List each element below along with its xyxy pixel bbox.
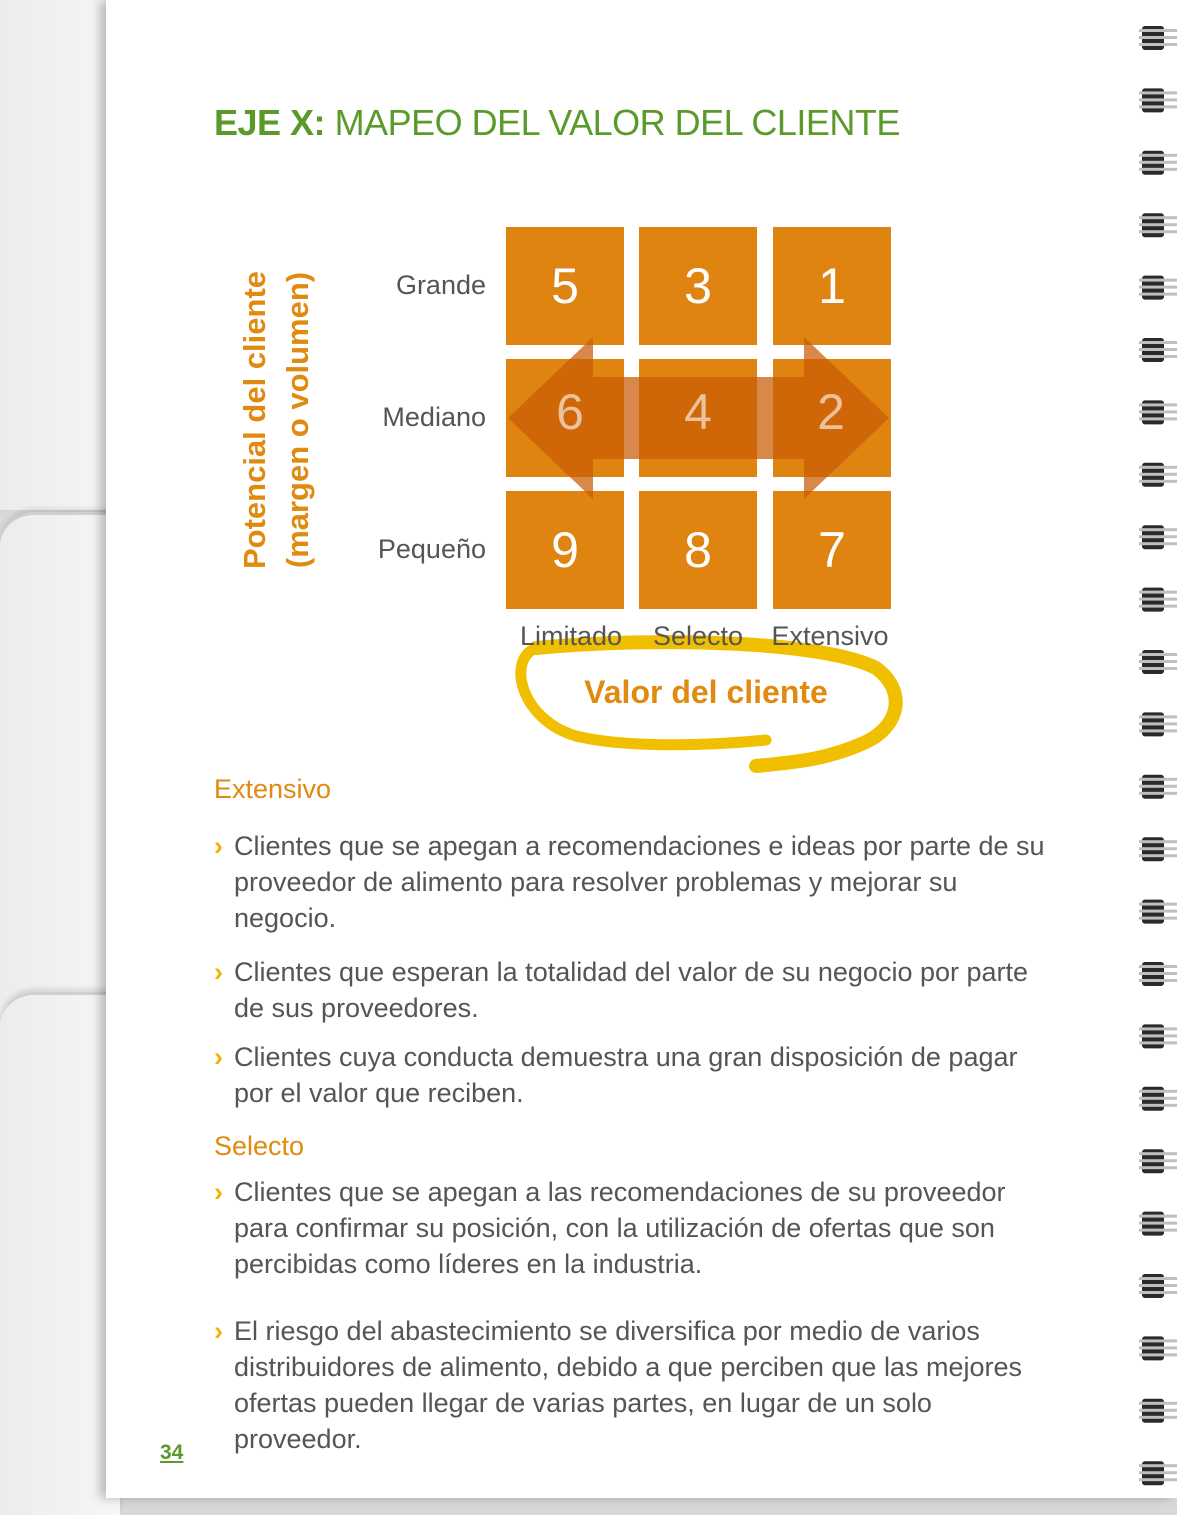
binding-ring-icon — [1139, 400, 1177, 424]
bullet-item — [214, 1039, 1054, 1111]
index-tab-middle — [0, 512, 120, 1035]
binding-ring-icon — [1139, 525, 1177, 549]
binding-ring-icon — [1139, 1461, 1177, 1485]
binding-ring-icon — [1139, 338, 1177, 362]
binding-ring-icon — [1139, 588, 1177, 612]
x-axis-label: Valor del cliente — [584, 674, 828, 710]
binding-ring-icon — [1139, 88, 1177, 112]
matrix-cell-9: 9 — [506, 491, 624, 609]
bullet-item — [214, 954, 1054, 1026]
matrix-cell-2-label: 2 — [817, 384, 845, 440]
matrix-cell-4-label: 4 — [684, 384, 712, 440]
binding-ring-icon — [1139, 1336, 1177, 1360]
matrix-cell-7: 7 — [773, 491, 891, 609]
bullet-item — [214, 828, 1054, 936]
bullet-chevron-icon: › — [214, 1316, 223, 1346]
bullet-item — [214, 1174, 1054, 1282]
y-axis-label-line1: Potencial del cliente — [237, 270, 272, 570]
section-heading-selecto: Selecto — [214, 1131, 305, 1161]
bullet-text: Clientes que se apegan a las recomendaciones de su proveedor para confirmar su posición, con la utilización de ofertas que son percibidas como líderes en la industria. — [234, 1177, 1006, 1279]
binding-ring-icon — [1139, 1024, 1177, 1048]
matrix-cell-3: 3 — [639, 227, 757, 345]
bullet-chevron-icon: › — [214, 957, 223, 987]
bullet-text: Clientes cuya conducta demuestra una gran disposición de pagar por el valor que reciben. — [234, 1042, 1018, 1108]
binding-ring-icon — [1139, 213, 1177, 237]
binding-ring-icon — [1139, 712, 1177, 736]
binding-ring-icon — [1139, 26, 1177, 50]
bullet-chevron-icon: › — [214, 1177, 223, 1207]
binding-ring-icon — [1139, 276, 1177, 300]
binding-ring-icon — [1139, 837, 1177, 861]
matrix-cell-6-label: 6 — [556, 384, 584, 440]
spiral-binding — [1117, 0, 1177, 1498]
notebook-page — [106, 0, 1177, 1498]
bullet-chevron-icon: › — [214, 831, 223, 861]
binding-ring-icon — [1139, 900, 1177, 924]
binding-ring-icon — [1139, 775, 1177, 799]
page-title-prefix: EJE X: — [214, 102, 326, 143]
page-title-text: MAPEO DEL VALOR DEL CLIENTE — [334, 102, 900, 143]
binding-ring-icon — [1139, 463, 1177, 487]
col-label-extensivo: Extensivo — [771, 621, 889, 651]
row-label-grande: Grande — [395, 270, 486, 300]
matrix-cell-5: 5 — [506, 227, 624, 345]
col-label-selecto: Selecto — [652, 621, 744, 651]
binding-ring-icon — [1139, 1274, 1177, 1298]
page-number: 34 — [160, 1441, 184, 1464]
section-heading-extensivo: Extensivo — [214, 774, 332, 804]
bullet-chevron-icon: › — [214, 1042, 223, 1072]
binding-ring-icon — [1139, 1212, 1177, 1236]
bullet-item — [214, 1313, 1054, 1457]
y-axis-label-line2: (margen o volumen) — [280, 271, 315, 569]
binding-ring-icon — [1139, 650, 1177, 674]
binding-ring-icon — [1139, 151, 1177, 175]
row-label-mediano: Mediano — [382, 402, 486, 432]
bullet-text: Clientes que se apegan a recomendaciones e ideas por parte de su proveedor de alimento para resolver problemas y mejorar su negocio. — [234, 831, 1045, 933]
index-tab-top — [0, 0, 120, 510]
binding-ring-icon — [1139, 1149, 1177, 1173]
binding-ring-icon — [1139, 962, 1177, 986]
matrix-cell-8: 8 — [639, 491, 757, 609]
index-tab-bottom — [0, 992, 120, 1515]
binding-ring-icon — [1139, 1087, 1177, 1111]
binding-ring-icon — [1139, 1399, 1177, 1423]
matrix-cell-1: 1 — [773, 227, 891, 345]
row-label-pequeno: Pequeño — [377, 534, 486, 564]
bullet-text: Clientes que esperan la totalidad del valor de su negocio por parte de sus proveedores. — [234, 957, 1029, 1023]
col-label-limitado: Limitado — [519, 621, 623, 651]
bullet-text: El riesgo del abastecimiento se diversifica por medio de varios distribuidores de alimento, debido a que perciben que las mejores ofertas pueden llegar de varias partes, en lugar de un solo proveedor. — [234, 1316, 1022, 1454]
